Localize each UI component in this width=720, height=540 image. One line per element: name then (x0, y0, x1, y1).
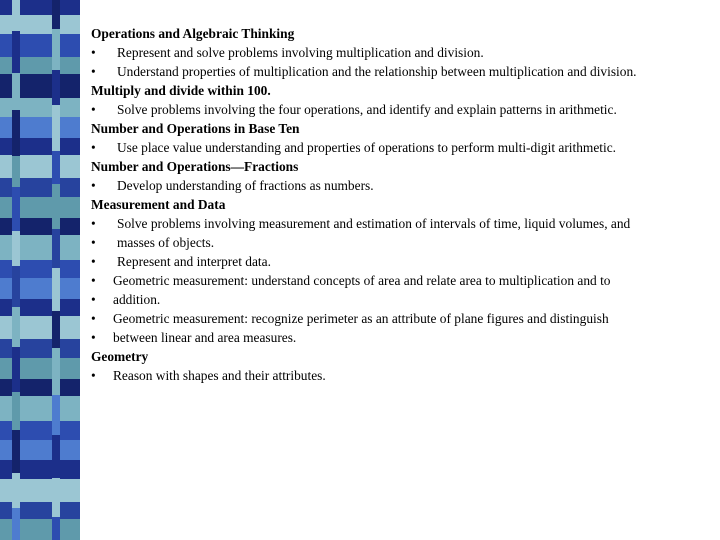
list-item: • Develop understanding of fractions as numbers. (91, 178, 374, 193)
bullet-marker: • (91, 311, 96, 326)
bullet-marker: • (91, 216, 96, 231)
list-item: • masses of objects. (91, 235, 215, 250)
list-item: • Reason with shapes and their attributes. (91, 368, 326, 383)
list-item: • Solve problems involving measurement and estimation of intervals of time, liquid volumes, and (91, 216, 631, 231)
bullet-marker: • (91, 330, 96, 345)
bullet-marker: • (91, 292, 96, 307)
list-item: • Represent and solve problems involving multiplication and division. (91, 45, 484, 60)
section-heading: Number and Operations in Base Ten (91, 121, 300, 136)
bullet-marker: • (91, 254, 96, 269)
bullet-marker: • (91, 235, 96, 250)
section-heading: Operations and Algebraic Thinking (91, 26, 295, 41)
list-item: • Understand properties of multiplication and the relationship between multiplication and division. (91, 64, 637, 79)
list-item: • between linear and area measures. (91, 330, 297, 345)
bullet-marker: • (91, 140, 96, 155)
section-heading: Measurement and Data (91, 197, 226, 212)
section-heading: Number and Operations—Fractions (91, 159, 299, 174)
stripe-accent-left (12, 0, 20, 540)
list-item: • Use place value understanding and properties of operations to perform multi-digit arithmetic. (91, 140, 617, 155)
standards-outline (91, 24, 671, 385)
bullet-marker: • (91, 45, 96, 60)
section-heading: Multiply and divide within 100. (91, 83, 271, 98)
section-heading: Geometry (91, 349, 149, 364)
list-item: • Solve problems involving the four operations, and identify and explain patterns in arithmetic. (91, 102, 617, 117)
list-item: • addition. (91, 292, 161, 307)
bullet-marker: • (91, 178, 96, 193)
bullet-marker: • (91, 368, 96, 383)
bullet-marker: • (91, 64, 96, 79)
stripe-accent-right (52, 0, 60, 540)
bullet-marker: • (91, 273, 96, 288)
list-item: • Geometric measurement: understand concepts of area and relate area to multiplication and to (91, 273, 611, 288)
list-item: • Geometric measurement: recognize perimeter as an attribute of plane figures and distinguish (91, 311, 609, 326)
bullet-marker: • (91, 102, 96, 117)
list-item: • Represent and interpret data. (91, 254, 271, 269)
